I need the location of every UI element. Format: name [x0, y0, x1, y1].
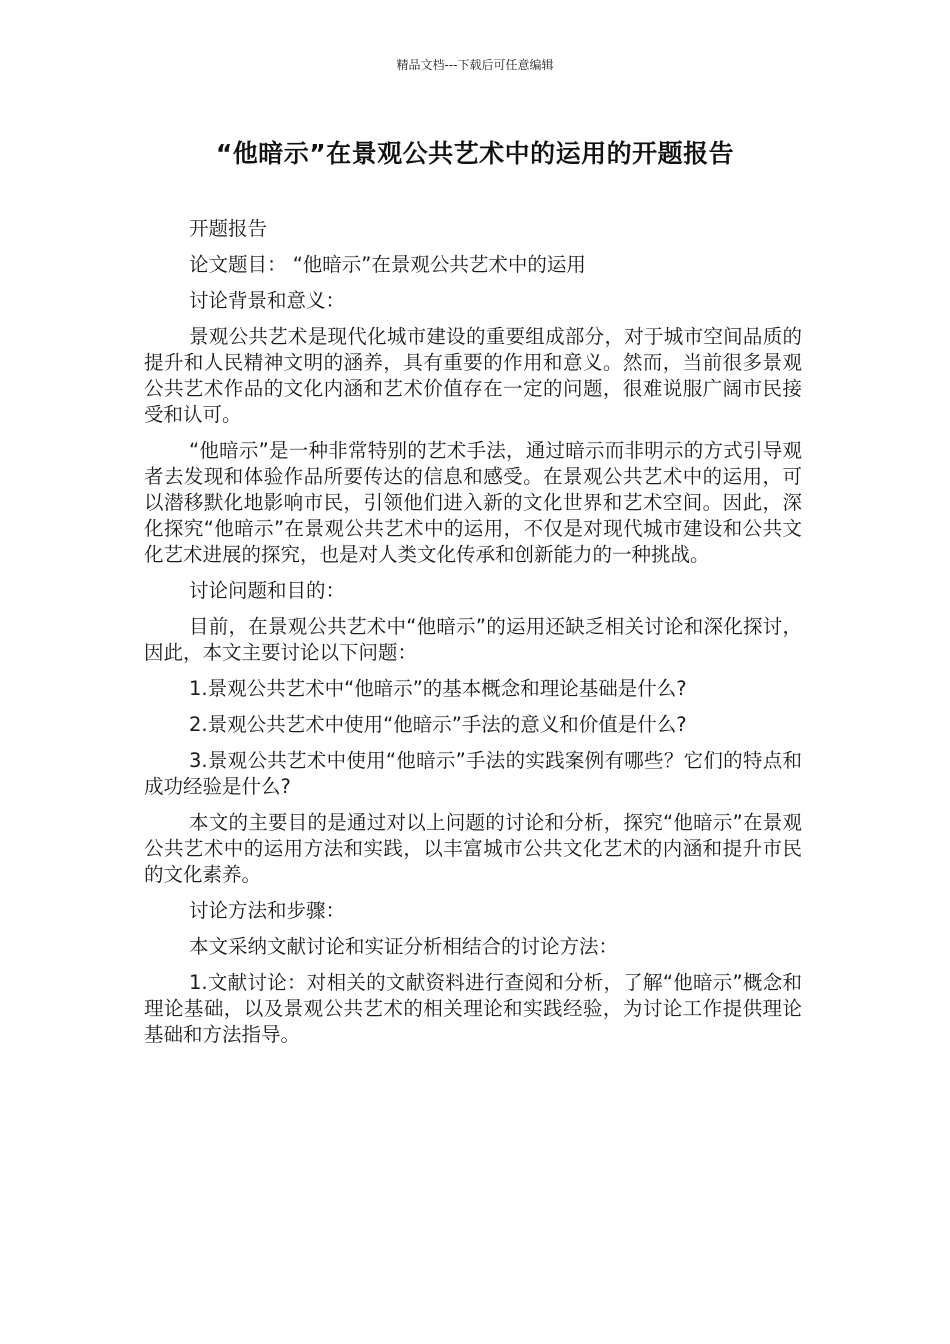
paragraph-background-heading: 讨论背景和意义： — [189, 289, 346, 312]
paragraph-background-2: “他暗示”是一种非常特别的艺术手法，通过暗示而非明示的方式引导观者去发现和体验作品所要传达的信息和感受。在景观公共艺术中的运用，可以潜移默化地影响市民，引领他们进入新的文化世界和艺术空间。因此，深化探究“他暗示”在景观公共艺术中的运用，不仅是对现代城市建设和公共文化艺术进展的探究，也是对人类文化传承和创新能力的一种挑战。 — [144, 439, 802, 566]
header-note: 精品文档---下载后可任意编辑 — [396, 58, 554, 72]
paragraph-questions-heading: 讨论问题和目的： — [189, 579, 346, 602]
paragraph-purpose: 本文的主要目的是通过对以上问题的讨论和分析，探究“他暗示”在景观公共艺术中的运用方法和实践，以丰富城市公共文化艺术的内涵和提升市民的文化素养。 — [144, 811, 802, 886]
paragraph-questions-intro: 目前，在景观公共艺术中“他暗示”的运用还缺乏相关讨论和深化探讨，因此，本文主要讨论以下问题： — [144, 615, 802, 664]
paragraph-background-1: 景观公共艺术是现代化城市建设的重要组成部分，对于城市空间品质的提升和人民精神文明的涵养，具有重要的作用和意义。然而，当前很多景观公共艺术作品的文化内涵和艺术价值存在一定的问题，很难说服广阔市民接受和认可。 — [144, 325, 802, 426]
paragraph-question-3: 3.景观公共艺术中使用“他暗示”手法的实践案例有哪些？它们的特点和成功经验是什么? — [144, 749, 802, 798]
paragraph-question-1: 1.景观公共艺术中“他暗示”的基本概念和理论基础是什么? — [189, 677, 687, 700]
document-title: “他暗示”在景观公共艺术中的运用的开题报告 — [215, 139, 735, 168]
paragraph-method-1: 1.文献讨论：对相关的文献资料进行查阅和分析，了解“他暗示”概念和理论基础，以及景观公共艺术的相关理论和实践经验，为讨论工作提供理论基础和方法指导。 — [144, 971, 802, 1046]
paragraph-methods-intro: 本文采纳文献讨论和实证分析相结合的讨论方法： — [189, 935, 619, 958]
paragraph-methods-heading: 讨论方法和步骤： — [189, 899, 346, 922]
paragraph-question-2: 2.景观公共艺术中使用“他暗示”手法的意义和价值是什么? — [189, 713, 687, 736]
document-body — [144, 216, 802, 1058]
paragraph-thesis-title: 论文题目： “他暗示”在景观公共艺术中的运用 — [189, 253, 586, 276]
paragraph-report-label: 开题报告 — [189, 217, 268, 240]
